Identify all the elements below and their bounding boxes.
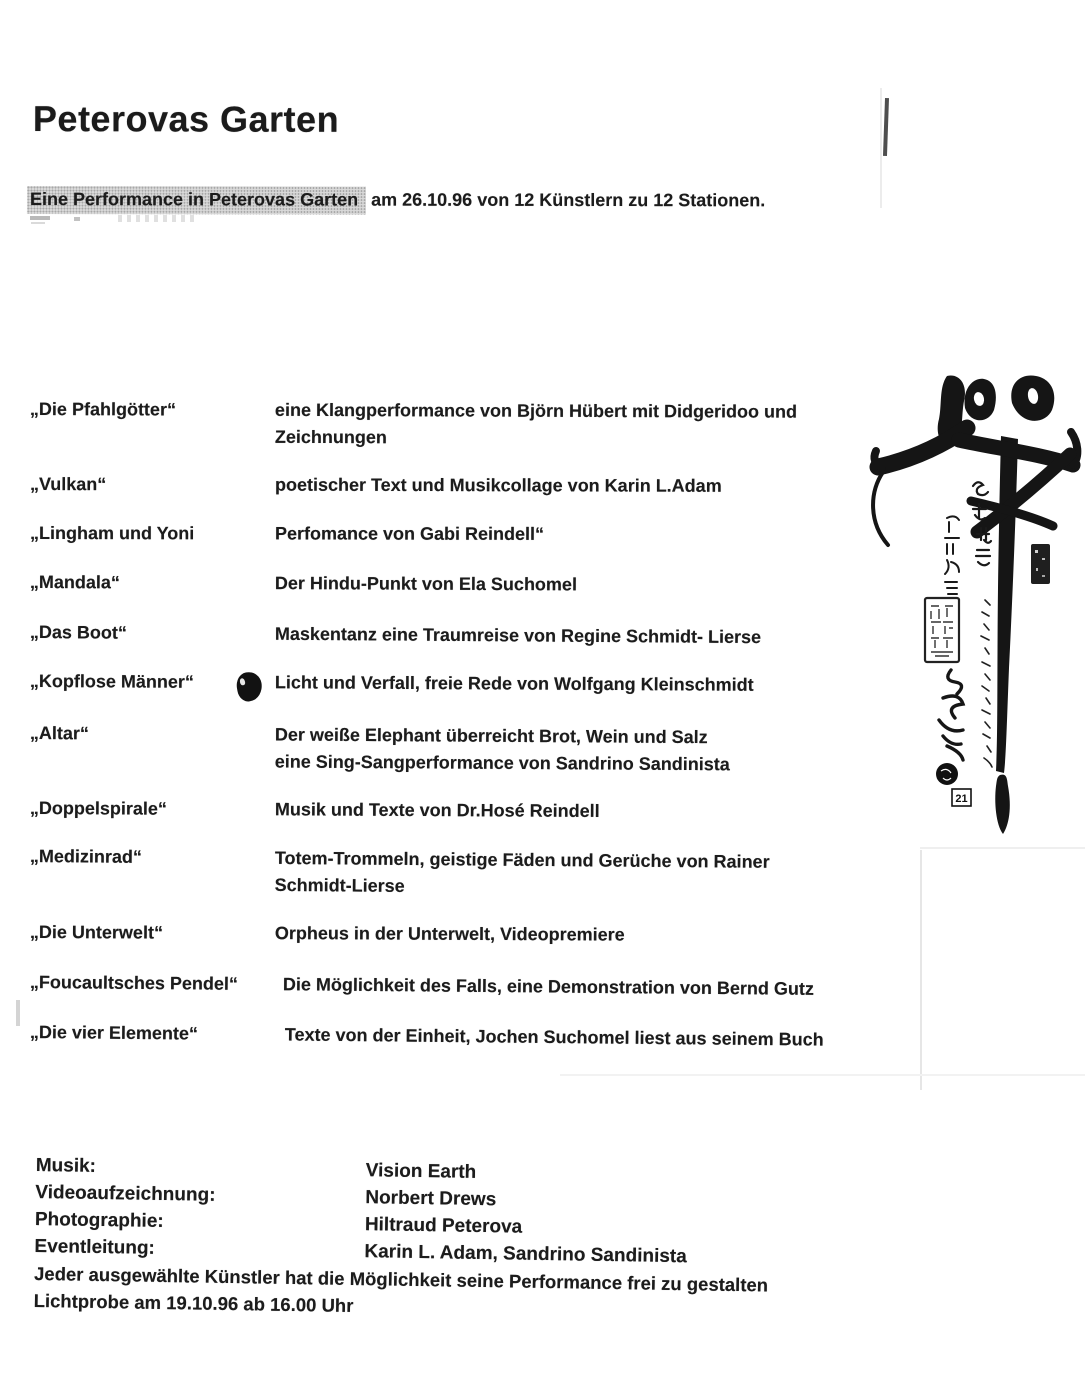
intro-highlight: Eine Performance in Peterovas Garten — [27, 186, 366, 215]
credits-value: Hiltraud Peterova — [364, 1214, 523, 1238]
intro-line — [27, 186, 927, 216]
program-row — [29, 720, 960, 775]
program-description: poetischer Text und Musikcollage von Karin L.Adam — [274, 474, 722, 496]
program-row — [29, 520, 960, 544]
seal-stamp-icon — [925, 598, 959, 662]
seal-number-box — [952, 789, 971, 806]
round-seal-icon — [936, 763, 958, 785]
scan-artifact — [74, 217, 80, 221]
program-row — [29, 969, 960, 999]
credits-label: Musik: — [35, 1154, 97, 1177]
program-row — [29, 843, 960, 896]
program-name: „Doppelspirale“ — [29, 797, 168, 819]
credits-value: Vision Earth — [365, 1160, 477, 1183]
program-description: Die Möglichkeit des Falls, eine Demonstration von Bernd Gutz — [282, 974, 815, 999]
program-name: „Medizinrad“ — [29, 845, 142, 867]
ink-blob-icon — [235, 670, 265, 703]
seal-stamp-icon — [1031, 544, 1050, 584]
program-row — [29, 569, 960, 595]
calligraphy-inscription — [945, 516, 959, 594]
calligraphy-inscription — [981, 600, 992, 767]
program-name: „Mandala“ — [29, 572, 121, 593]
credits-label: Videoaufzeichnung: — [35, 1181, 216, 1206]
note-line: Jeder ausgewählte Künstler hat die Möglichkeit seine Performance frei zu gestalten — [33, 1262, 769, 1296]
program-name: „Altar“ — [29, 722, 89, 744]
scan-artifact — [30, 216, 50, 220]
intro-rest: am 26.10.96 von 12 Künstlern zu 12 Stationen. — [366, 189, 766, 211]
program-description: Perfomance von Gabi Reindell“ — [274, 523, 545, 544]
buddha-calligraphy-icon — [855, 368, 1085, 846]
program-description: Maskentanz eine Traumreise von Regine Schmidt- Lierse — [274, 623, 762, 648]
program-description: Der weiße Elephant überreicht Brot, Wein und Salz eine Sing-Sangperformance von Sandrino Sandinista — [274, 724, 730, 775]
program-name: „Die Pfahlgötter“ — [29, 398, 177, 420]
program-name: „Vulkan“ — [29, 474, 107, 495]
scan-artifact — [880, 88, 882, 208]
program-row — [29, 919, 960, 945]
note-line: Lichtprobe am 19.10.96 ab 16.00 Uhr — [33, 1289, 354, 1317]
program-description: Licht und Verfall, freie Rede von Wolfgang Kleinschmidt — [274, 672, 754, 695]
credits-label: Eventleitung: — [34, 1235, 156, 1259]
program-name: „Kopflose Männer“ — [29, 670, 194, 692]
program-description: Musik und Texte von Dr.Hosé Reindell — [274, 799, 600, 821]
program-row — [29, 619, 960, 648]
scan-artifact — [31, 222, 45, 224]
scan-artifact — [560, 1074, 1085, 1076]
scan-artifact — [920, 847, 1085, 849]
credits-value: Karin L. Adam, Sandrino Sandinista — [364, 1241, 687, 1268]
credits-label: Photographie: — [34, 1208, 164, 1233]
program-name: „Die vier Elemente“ — [29, 1021, 199, 1044]
program-name: „Lingham und Yoni — [29, 523, 195, 544]
program-row — [29, 471, 960, 496]
scan-artifact — [16, 1000, 20, 1026]
program-description: Der Hindu-Punkt von Ela Suchomel — [274, 573, 578, 595]
scan-artifact — [118, 215, 198, 222]
program-row — [29, 1019, 960, 1050]
calligraphy-signature — [939, 670, 963, 760]
program-description: eine Klangperformance von Björn Hübert mit Didgeridoo und Zeichnungen — [274, 399, 798, 448]
program-description: Texte von der Einheit, Jochen Suchomel liest aus seinem Buch — [284, 1024, 824, 1050]
page-title: Peterovas Garten — [32, 98, 340, 140]
program-name: „Das Boot“ — [29, 621, 127, 643]
credits-block — [33, 1152, 975, 1329]
program-row — [29, 795, 960, 821]
program-row — [29, 668, 960, 695]
program-name: „Foucaultsches Pendel“ — [29, 971, 239, 994]
seal-number: 21 — [955, 793, 968, 805]
program-description: Orpheus in der Unterwelt, Videopremiere — [274, 923, 625, 945]
program-name: „Die Unterwelt“ — [29, 922, 164, 943]
credits-value: Norbert Drews — [365, 1187, 497, 1211]
scan-artifact — [883, 98, 889, 156]
program-description: Totem-Trommeln, geistige Fäden und Gerüche von Rainer Schmidt-Lierse — [274, 847, 770, 896]
program-row — [29, 396, 960, 448]
